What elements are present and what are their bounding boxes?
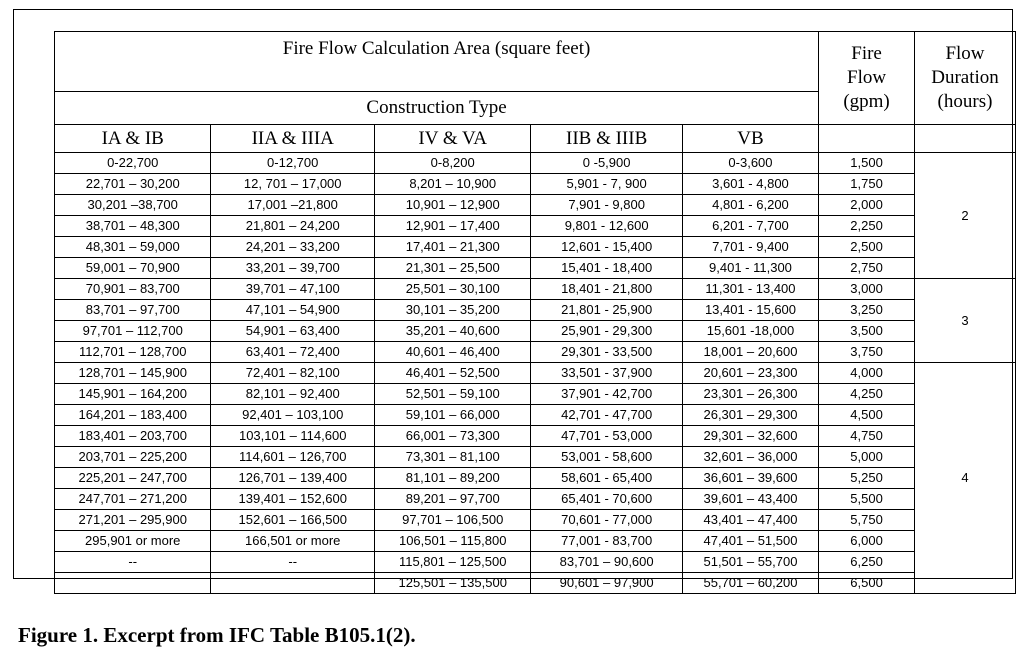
fire-flow-blank-header	[819, 125, 915, 153]
duration-units: (hours)	[937, 91, 993, 112]
area-cell	[211, 573, 375, 594]
table-row	[55, 321, 1016, 342]
area-cell: 6,201 - 7,700	[682, 216, 818, 237]
area-cell: 3,601 - 4,800	[682, 174, 818, 195]
fire-flow-cell: 2,500	[819, 237, 915, 258]
table-row	[55, 300, 1016, 321]
area-cell: 47,701 - 53,000	[531, 426, 682, 447]
area-cell: 35,201 – 40,600	[374, 321, 530, 342]
area-cell: 83,701 – 97,700	[55, 300, 211, 321]
area-cell: 103,101 – 114,600	[211, 426, 375, 447]
area-cell: 139,401 – 152,600	[211, 489, 375, 510]
area-cell: 15,401 - 18,400	[531, 258, 682, 279]
table-row	[55, 552, 1016, 573]
area-cell: 0 -5,900	[531, 153, 682, 174]
area-cell: 46,401 – 52,500	[374, 363, 530, 384]
area-cell: 33,201 – 39,700	[211, 258, 375, 279]
area-cell: 12, 701 – 17,000	[211, 174, 375, 195]
area-cell: 83,701 – 90,600	[531, 552, 682, 573]
table-row	[55, 447, 1016, 468]
fire-flow-cell: 5,500	[819, 489, 915, 510]
area-cell: 82,101 – 92,400	[211, 384, 375, 405]
area-cell: 59,001 – 70,900	[55, 258, 211, 279]
area-cell: 13,401 - 15,600	[682, 300, 818, 321]
area-cell: 0-8,200	[374, 153, 530, 174]
construction-type-header: Construction Type	[55, 92, 819, 125]
area-cell: 9,401 - 11,300	[682, 258, 818, 279]
area-cell: 21,801 - 25,900	[531, 300, 682, 321]
duration-cell: 3	[915, 279, 1016, 363]
fire-flow-line2: Flow	[847, 67, 887, 88]
area-cell: 26,301 – 29,300	[682, 405, 818, 426]
area-title-header: Fire Flow Calculation Area (square feet)	[55, 32, 819, 92]
area-cell: 12,601 - 15,400	[531, 237, 682, 258]
fire-flow-cell: 6,000	[819, 531, 915, 552]
area-cell: 55,701 – 60,200	[682, 573, 818, 594]
area-cell: 23,301 – 26,300	[682, 384, 818, 405]
table-row	[55, 384, 1016, 405]
duration-line1: Flow	[945, 43, 985, 64]
fire-flow-cell: 1,500	[819, 153, 915, 174]
area-cell: 0-22,700	[55, 153, 211, 174]
area-cell: 152,601 – 166,500	[211, 510, 375, 531]
area-cell: 58,601 - 65,400	[531, 468, 682, 489]
table-row	[55, 279, 1016, 300]
area-cell: 7,901 - 9,800	[531, 195, 682, 216]
area-cell: 40,601 – 46,400	[374, 342, 530, 363]
table-row	[55, 510, 1016, 531]
area-cell: 51,501 – 55,700	[682, 552, 818, 573]
area-cell: 97,701 – 112,700	[55, 321, 211, 342]
area-cell: 39,601 – 43,400	[682, 489, 818, 510]
area-cell: --	[211, 552, 375, 573]
table-body	[55, 153, 1016, 594]
fire-flow-cell: 3,000	[819, 279, 915, 300]
area-cell: 24,201 – 33,200	[211, 237, 375, 258]
area-cell: 38,701 – 48,300	[55, 216, 211, 237]
duration-line2: Duration	[931, 67, 999, 88]
area-cell: 22,701 – 30,200	[55, 174, 211, 195]
table-row	[55, 573, 1016, 594]
area-cell: 18,001 – 20,600	[682, 342, 818, 363]
area-cell: 12,901 – 17,400	[374, 216, 530, 237]
fire-flow-cell: 2,000	[819, 195, 915, 216]
fire-flow-table	[54, 31, 1016, 594]
area-cell: 247,701 – 271,200	[55, 489, 211, 510]
table-row	[55, 489, 1016, 510]
area-cell: 20,601 – 23,300	[682, 363, 818, 384]
area-cell: 66,001 – 73,300	[374, 426, 530, 447]
fire-flow-cell: 1,750	[819, 174, 915, 195]
area-cell: 4,801 - 6,200	[682, 195, 818, 216]
column-header: IIB & IIIB	[531, 125, 682, 153]
area-cell: 59,101 – 66,000	[374, 405, 530, 426]
table-frame	[13, 9, 1013, 590]
area-cell: 89,201 – 97,700	[374, 489, 530, 510]
area-cell: 92,401 – 103,100	[211, 405, 375, 426]
area-cell: 73,301 – 81,100	[374, 447, 530, 468]
area-cell: 33,501 - 37,900	[531, 363, 682, 384]
area-cell: 39,701 – 47,100	[211, 279, 375, 300]
area-cell: 5,901 - 7, 900	[531, 174, 682, 195]
duration-blank-header	[915, 125, 1016, 153]
area-cell: 164,201 – 183,400	[55, 405, 211, 426]
area-cell: 18,401 - 21,800	[531, 279, 682, 300]
fire-flow-cell: 3,500	[819, 321, 915, 342]
area-cell: 25,901 - 29,300	[531, 321, 682, 342]
area-cell: 166,501 or more	[211, 531, 375, 552]
fire-flow-cell: 5,750	[819, 510, 915, 531]
fire-flow-cell: 4,500	[819, 405, 915, 426]
fire-flow-cell: 5,250	[819, 468, 915, 489]
area-cell: 9,801 - 12,600	[531, 216, 682, 237]
table-row	[55, 363, 1016, 384]
area-cell: 72,401 – 82,100	[211, 363, 375, 384]
area-cell: 15,601 -18,000	[682, 321, 818, 342]
table-row	[55, 195, 1016, 216]
column-header: IV & VA	[374, 125, 530, 153]
area-cell: 81,101 – 89,200	[374, 468, 530, 489]
area-cell: 17,401 – 21,300	[374, 237, 530, 258]
area-cell: 25,501 – 30,100	[374, 279, 530, 300]
table-row	[55, 258, 1016, 279]
area-cell: 30,101 – 35,200	[374, 300, 530, 321]
area-cell: 0-3,600	[682, 153, 818, 174]
fire-flow-cell: 4,250	[819, 384, 915, 405]
fire-flow-cell: 3,750	[819, 342, 915, 363]
fire-flow-line1: Fire	[851, 43, 882, 64]
fire-flow-cell: 4,750	[819, 426, 915, 447]
area-cell: 43,401 – 47,400	[682, 510, 818, 531]
area-cell: 52,501 – 59,100	[374, 384, 530, 405]
area-cell: 42,701 - 47,700	[531, 405, 682, 426]
area-cell: --	[55, 552, 211, 573]
area-cell: 65,401 - 70,600	[531, 489, 682, 510]
area-cell: 0-12,700	[211, 153, 375, 174]
area-cell: 54,901 – 63,400	[211, 321, 375, 342]
area-cell: 203,701 – 225,200	[55, 447, 211, 468]
figure-caption: Figure 1. Excerpt from IFC Table B105.1(2).	[18, 623, 416, 647]
area-cell: 295,901 or more	[55, 531, 211, 552]
fire-flow-units: (gpm)	[843, 91, 890, 112]
area-cell: 183,401 – 203,700	[55, 426, 211, 447]
area-cell: 125,501 – 135,500	[374, 573, 530, 594]
fire-flow-cell: 5,000	[819, 447, 915, 468]
area-cell: 112,701 – 128,700	[55, 342, 211, 363]
column-header: IIA & IIIA	[211, 125, 375, 153]
area-cell: 106,501 – 115,800	[374, 531, 530, 552]
area-cell: 70,601 - 77,000	[531, 510, 682, 531]
fire-flow-cell: 2,750	[819, 258, 915, 279]
area-cell: 47,401 – 51,500	[682, 531, 818, 552]
area-cell: 11,301 - 13,400	[682, 279, 818, 300]
area-cell: 126,701 – 139,400	[211, 468, 375, 489]
area-cell: 17,001 –21,800	[211, 195, 375, 216]
fire-flow-header	[819, 32, 915, 125]
table-row	[55, 237, 1016, 258]
table-row	[55, 153, 1016, 174]
area-cell: 21,801 – 24,200	[211, 216, 375, 237]
area-cell: 225,201 – 247,700	[55, 468, 211, 489]
area-cell: 53,001 - 58,600	[531, 447, 682, 468]
duration-cell: 4	[915, 363, 1016, 594]
area-cell: 115,801 – 125,500	[374, 552, 530, 573]
table-row	[55, 405, 1016, 426]
area-cell: 10,901 – 12,900	[374, 195, 530, 216]
area-cell: 36,601 – 39,600	[682, 468, 818, 489]
area-cell: 37,901 - 42,700	[531, 384, 682, 405]
fire-flow-cell: 2,250	[819, 216, 915, 237]
duration-cell: 2	[915, 153, 1016, 279]
fire-flow-cell: 4,000	[819, 363, 915, 384]
area-cell: 90,601 – 97,900	[531, 573, 682, 594]
area-cell: 271,201 – 295,900	[55, 510, 211, 531]
area-cell: 47,101 – 54,900	[211, 300, 375, 321]
area-cell: 21,301 – 25,500	[374, 258, 530, 279]
area-cell: 97,701 – 106,500	[374, 510, 530, 531]
fire-flow-cell: 3,250	[819, 300, 915, 321]
area-cell: 32,601 – 36,000	[682, 447, 818, 468]
area-cell: 63,401 – 72,400	[211, 342, 375, 363]
area-cell: 8,201 – 10,900	[374, 174, 530, 195]
table-row	[55, 426, 1016, 447]
fire-flow-cell: 6,500	[819, 573, 915, 594]
area-cell: 128,701 – 145,900	[55, 363, 211, 384]
area-cell: 7,701 - 9,400	[682, 237, 818, 258]
table-row	[55, 174, 1016, 195]
area-cell: 30,201 –38,700	[55, 195, 211, 216]
fire-flow-cell: 6,250	[819, 552, 915, 573]
table-row	[55, 468, 1016, 489]
table-row	[55, 342, 1016, 363]
area-cell	[55, 573, 211, 594]
column-header: VB	[682, 125, 818, 153]
area-cell: 114,601 – 126,700	[211, 447, 375, 468]
column-header: IA & IB	[55, 125, 211, 153]
area-cell: 145,901 – 164,200	[55, 384, 211, 405]
area-cell: 29,301 – 32,600	[682, 426, 818, 447]
area-cell: 48,301 – 59,000	[55, 237, 211, 258]
area-cell: 70,901 – 83,700	[55, 279, 211, 300]
duration-header	[915, 32, 1016, 125]
area-cell: 77,001 - 83,700	[531, 531, 682, 552]
table-row	[55, 216, 1016, 237]
table-row	[55, 531, 1016, 552]
area-cell: 29,301 - 33,500	[531, 342, 682, 363]
